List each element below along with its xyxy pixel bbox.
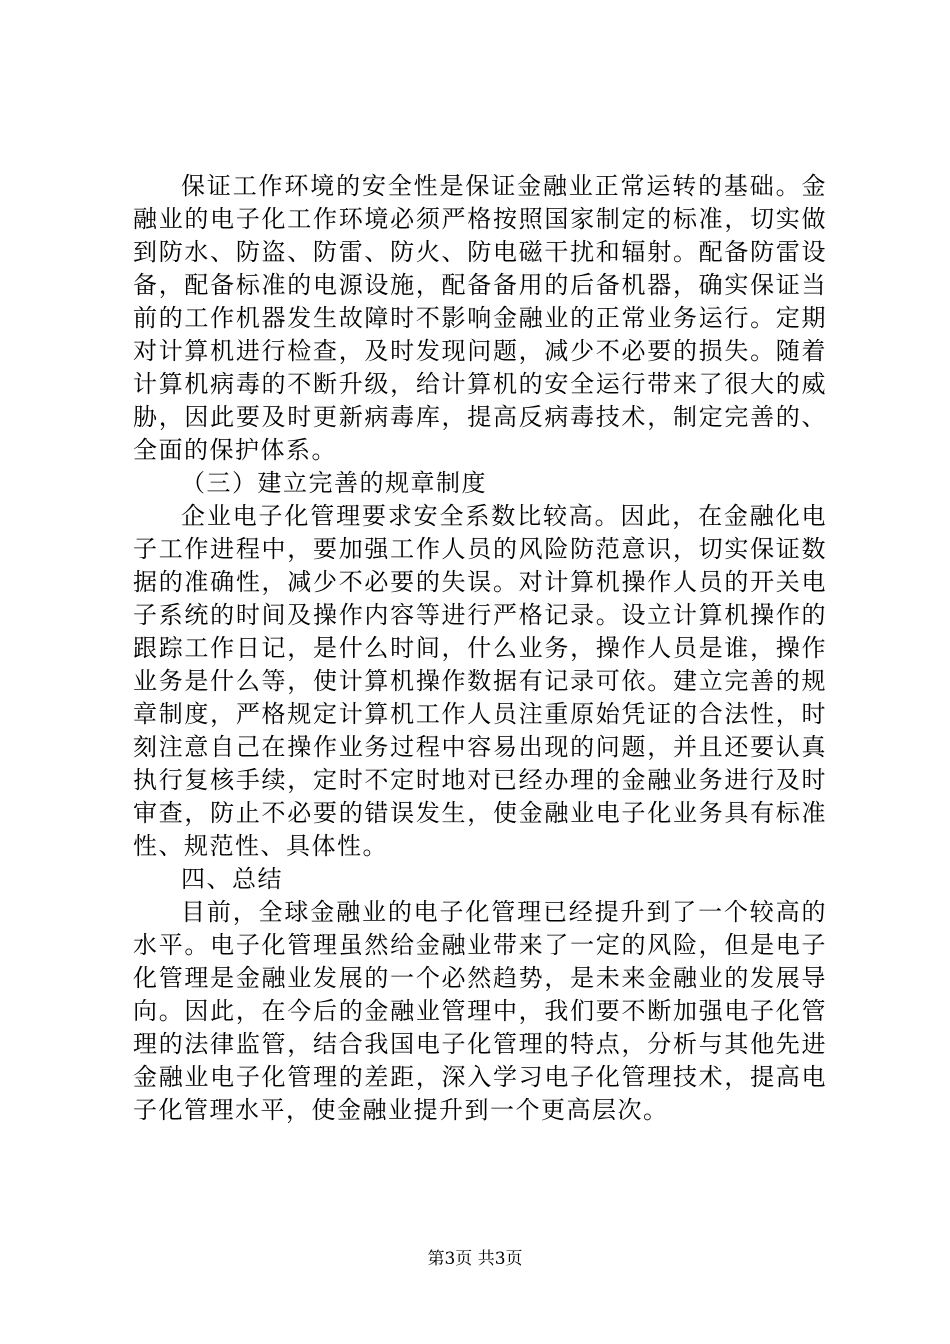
page-number-footer: 第3页 共3页 bbox=[427, 1249, 523, 1269]
section-heading-summary: 四、总结 bbox=[181, 865, 283, 893]
document-body bbox=[133, 170, 827, 1127]
section-heading-regulations: （三）建立完善的规章制度 bbox=[181, 469, 487, 497]
paragraph-summary: 目前，全球金融业的电子化管理已经提升到了一个较高的水平。电子化管理虽然给金融业带来了一定的风险，但是电子化管理是金融业发展的一个必然趋势，是未来金融业的发展导向。因此，在今后的金融业管理中，我们要不断加强电子化管理的法律监管，结合我国电子化管理的特点，分析与其他先进金融业电子化管理的差距，深入学习电子化管理技术，提高电子化管理水平，使金融业提升到一个更高层次。 bbox=[133, 898, 827, 1124]
paragraph-work-environment: 保证工作环境的安全性是保证金融业正常运转的基础。金融业的电子化工作环境必须严格按照国家制定的标准，切实做到防水、防盗、防雷、防火、防电磁干扰和辐射。配备防雷设备，配备标准的电源设施，配备备用的后备机器，确实保证当前的工作机器发生故障时不影响金融业的正常业务运行。定期对计算机进行检查，及时发现问题，减少不必要的损失。随着计算机病毒的不断升级，给计算机的安全运行带来了很大的威胁，因此要及时更新病毒库，提高反病毒技术，制定完善的、全面的保护体系。 bbox=[133, 172, 827, 464]
paragraph-regulations: 企业电子化管理要求安全系数比较高。因此，在金融化电子工作进程中，要加强工作人员的风险防范意识，切实保证数据的准确性，减少不必要的失误。对计算机操作人员的开关电子系统的时间及操作内容等进行严格记录。设立计算机操作的跟踪工作日记，是什么时间，什么业务，操作人员是谁，操作业务是什么等，使计算机操作数据有记录可依。建立完善的规章制度，严格规定计算机工作人员注重原始凭证的合法性，时刻注意自己在操作业务过程中容易出现的问题，并且还要认真执行复核手续，定时不定时地对已经办理的金融业务进行及时审查，防止不必要的错误发生，使金融业电子化业务具有标准性、规范性、具体性。 bbox=[133, 502, 827, 860]
